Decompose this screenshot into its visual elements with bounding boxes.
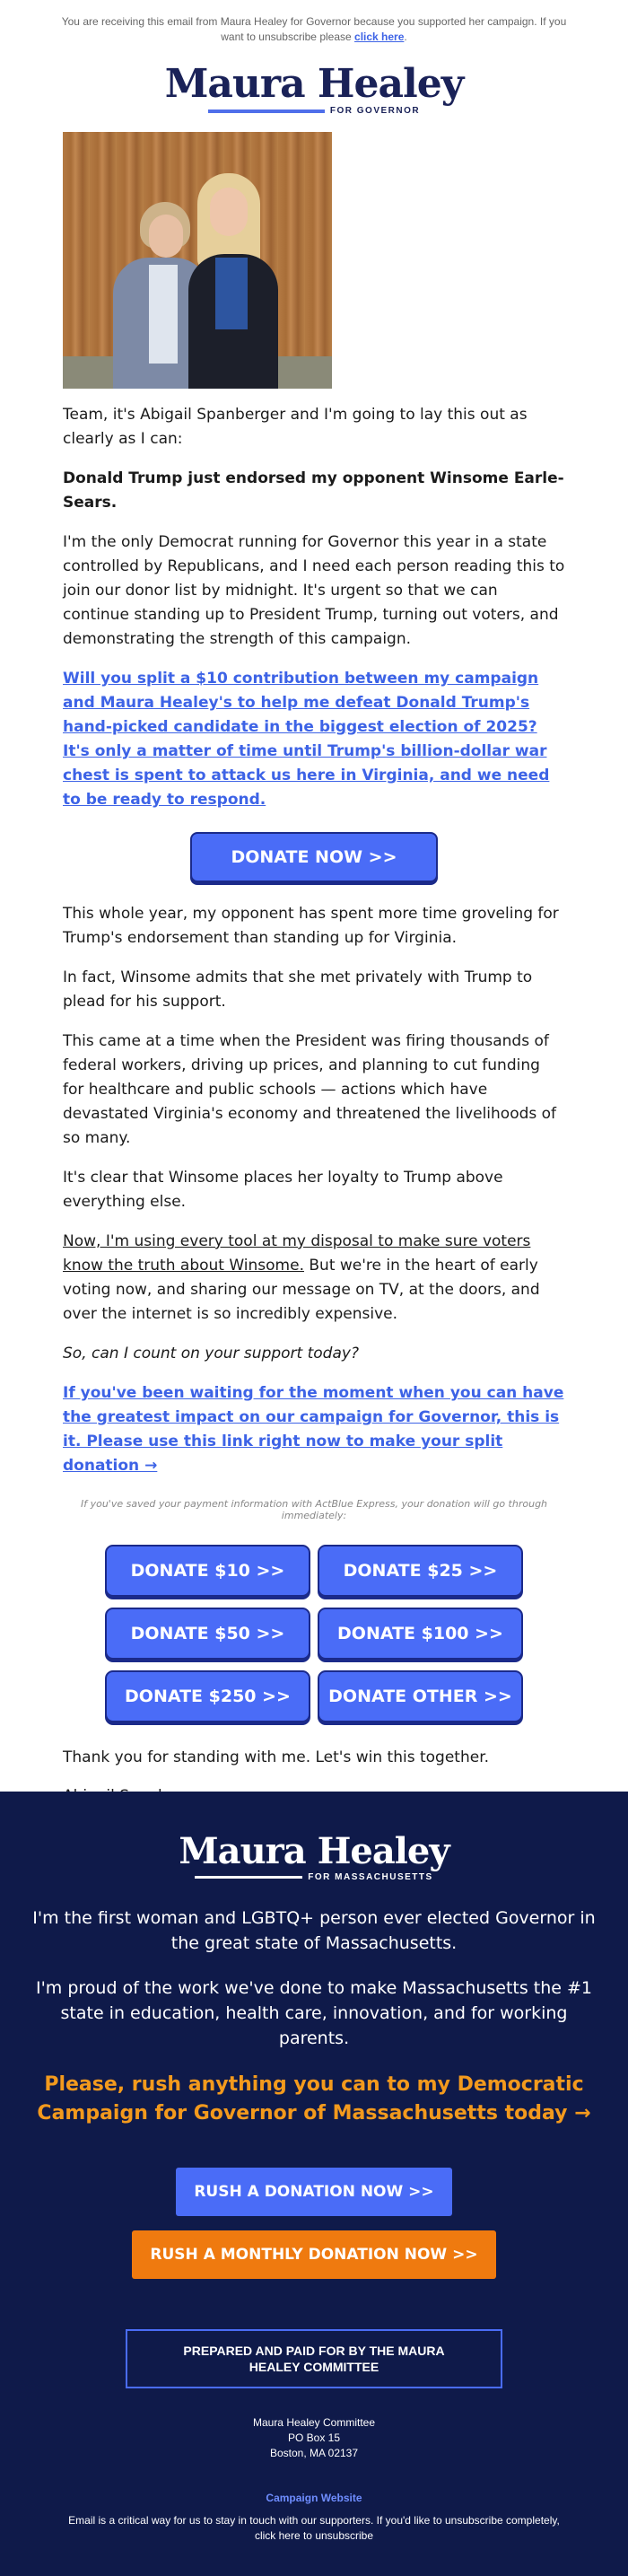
logo-tagline-row <box>0 106 628 116</box>
footer-paragraph-1: I'm the first woman and LGBTQ+ person ever elected Governor in the great state of Massachusetts. <box>32 1908 596 1953</box>
monthly-donation-button[interactable]: RUSH A MONTHLY DONATION NOW >> <box>132 2230 496 2279</box>
donate-50-button[interactable]: DONATE $50 >> <box>105 1608 310 1660</box>
donation-amount-grid <box>105 1545 523 1722</box>
donate-now-wrap <box>63 832 565 882</box>
footer-logo-name: Maura Healey <box>179 1830 449 1872</box>
donate-10-button[interactable]: DONATE $10 >> <box>105 1545 310 1597</box>
split-donation-link[interactable]: If you've been waiting for the moment when you can have the greatest impact on our campaign for Governor, this is it. Please use this link right now to make your split donation → <box>63 1384 564 1475</box>
donate-100-button[interactable]: DONATE $100 >> <box>318 1608 523 1660</box>
address-line-2: PO Box 15 <box>287 2431 341 2444</box>
address-line-3: Boston, MA 02137 <box>269 2447 359 2459</box>
body-paragraph-1: I'm the only Democrat running for Governor this year in a state controlled by Republicans, and I need each person reading this to join our donor list by midnight. It's urgent so that we can continue standing up to President Trump, turning out voters, and demonstrating the strength of this campaign. <box>63 533 565 648</box>
body-paragraph-6-rest: But we're in the heart of early voting now, and sharing our message on TV, at the doors, and over the internet is so incredibly expensive. <box>63 1257 540 1323</box>
donate-25-button[interactable]: DONATE $25 >> <box>318 1545 523 1597</box>
campaign-website-link[interactable]: Campaign Website <box>266 2492 362 2504</box>
footer-logo-tagline-row <box>0 1872 628 1882</box>
committee-address <box>0 2415 628 2461</box>
logo-tagline: FOR GOVERNOR <box>329 106 421 116</box>
candidates-photo <box>63 132 332 389</box>
support-question: So, can I count on your support today? <box>63 1345 359 1362</box>
donate-250-button[interactable]: DONATE $250 >> <box>105 1670 310 1722</box>
footer-logo <box>0 1830 628 1882</box>
preheader-end: . <box>404 31 407 43</box>
footer-paragraph-2: I'm proud of the work we've done to make Massachusetts the #1 state in education, health care, innovation, and for working parents. <box>35 1978 593 2048</box>
donate-other-button[interactable]: DONATE OTHER >> <box>318 1670 523 1722</box>
headline-paragraph: Donald Trump just endorsed my opponent Winsome Earle-Sears. <box>63 469 564 512</box>
unsubscribe-link[interactable]: click here <box>354 31 405 43</box>
paid-for-disclaimer <box>126 2329 502 2388</box>
donate-now-button[interactable]: DONATE NOW >> <box>190 832 438 882</box>
intro-paragraph: Team, it's Abigail Spanberger and I'm going to lay this out as clearly as I can: <box>63 406 528 448</box>
preheader-text: You are receiving this email from Maura Healey for Governor because you supported her campaign. If you want to unsubscribe please <box>61 15 567 43</box>
body-paragraph-3: In fact, Winsome admits that she met privately with Trump to plead for his support. <box>63 968 533 1011</box>
footer-logo-underline <box>195 1876 302 1879</box>
body-paragraph-4: This came at a time when the President was firing thousands of federal workers, driving up prices, and planning to cut funding for healthcare and public schools — actions which have devastated Virginia's economy and threatened the livelihoods of so many. <box>63 1032 557 1147</box>
actblue-note: If you've saved your payment information with ActBlue Express, your donation will go through immediately: <box>80 1498 548 1521</box>
unsubscribe-note[interactable]: Email is a critical way for us to stay in touch with our supporters. If you'd like to unsubscribe completely, click here to unsubscribe <box>68 2514 560 2542</box>
header-logo <box>0 61 628 116</box>
underlined-statement: Now, I'm using every tool at my disposal to make sure voters know the truth about Winsome. <box>63 1232 531 1275</box>
signoff-text: Thank you for standing with me. Let's win this together. <box>63 1748 490 1766</box>
body-paragraph-6 <box>63 1230 565 1327</box>
body-paragraph-2: This whole year, my opponent has spent more time groveling for Trump's endorsement than standing up for Virginia. <box>63 905 559 947</box>
split-contribution-link[interactable]: Will you split a $10 contribution between my campaign and Maura Healey's to help me defeat Donald Trump's hand-picked candidate in the biggest election of 2025? It's only a matter of time until Trump's billion-dollar war chest is spent to attack us here in Virginia, and we need to be ready to respond. <box>63 670 550 809</box>
preheader <box>0 0 628 45</box>
footer <box>0 1792 628 2576</box>
address-line-1: Maura Healey Committee <box>252 2416 376 2429</box>
logo-underline <box>208 110 325 113</box>
body-paragraph-5: It's clear that Winsome places her loyalty to Trump above everything else. <box>63 1169 503 1211</box>
footer-logo-tagline: FOR MASSACHUSETTS <box>308 1872 433 1882</box>
rush-donation-button[interactable]: RUSH A DONATION NOW >> <box>176 2168 452 2216</box>
email-body <box>0 403 628 1809</box>
logo-name: Maura Healey <box>164 61 464 107</box>
paid-for-text: PREPARED AND PAID FOR BY THE MAURA HEALEY COMMITTEE <box>183 2344 445 2374</box>
footer-cta-link[interactable]: Please, rush anything you can to my Democratic Campaign for Governor of Massachusetts today → <box>37 2073 591 2125</box>
